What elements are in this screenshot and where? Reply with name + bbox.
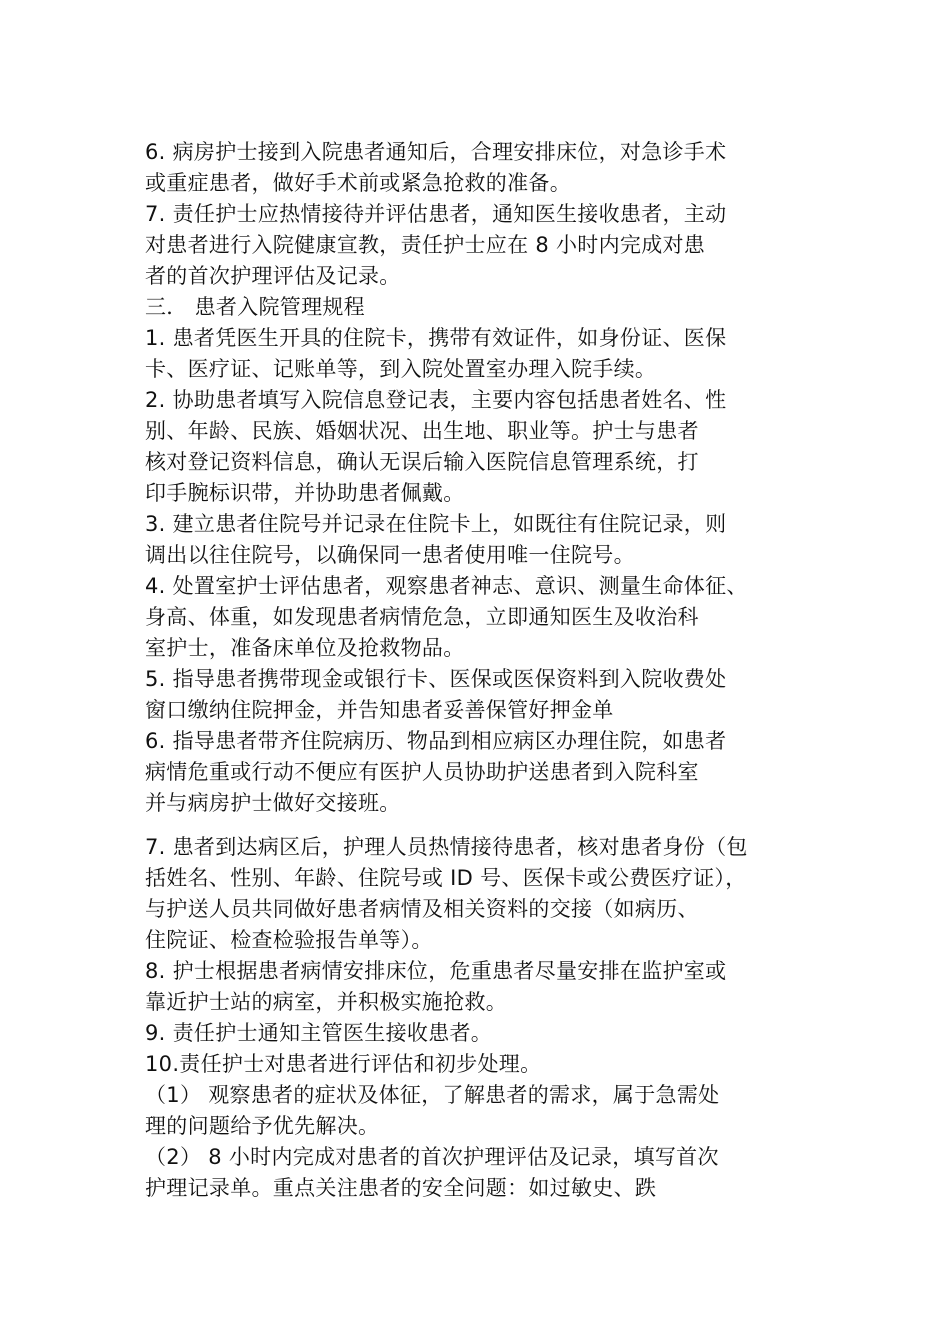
text-line: 调出以往住院号，以确保同一患者使用唯一住院号。 [145, 543, 635, 567]
text-line: 3. 建立患者住院号并记录在住院卡上，如既往有住院记录，则 [145, 512, 727, 536]
text-line: 卡、医疗证、记账单等，到入院处置室办理入院手续。 [145, 357, 657, 381]
text-line: 2. 协助患者填写入院信息登记表，主要内容包括患者姓名、性 [145, 388, 727, 412]
text-line: 病情危重或行动不便应有医护人员协助护送患者到入院科室 [145, 760, 699, 784]
text-line: 4. 处置室护士评估患者，观察患者神志、意识、测量生命体征、 [145, 574, 748, 598]
text-line: 身高、体重，如发现患者病情危急，立即通知医生及收治科 [145, 605, 699, 629]
paragraph-gap [145, 819, 795, 832]
text-line: 印手腕标识带，并协助患者佩戴。 [145, 481, 465, 505]
text-line: 室护士，准备床单位及抢救物品。 [145, 636, 465, 660]
text-line: 括姓名、性别、年龄、住院号或 ID 号、医保卡或公费医疗证）， [145, 866, 747, 890]
text-line: 9. 责任护士通知主管医生接收患者。 [145, 1021, 493, 1045]
text-line: 别、年龄、民族、婚姻状况、出生地、职业等。护士与患者 [145, 419, 699, 443]
text-line: 核对登记资料信息，确认无误后输入医院信息管理系统，打 [145, 450, 699, 474]
text-line: 并与病房护士做好交接班。 [145, 791, 401, 815]
text-line: 1. 患者凭医生开具的住院卡，携带有效证件，如身份证、医保 [145, 326, 727, 350]
text-line: 者的首次护理评估及记录。 [145, 264, 401, 288]
text-line: （1） 观察患者的症状及体征，了解患者的需求，属于急需处 [145, 1083, 720, 1107]
text-line: 10.责任护士对患者进行评估和初步处理。 [145, 1052, 542, 1076]
text-line: 靠近护士站的病室，并积极实施抢救。 [145, 990, 508, 1014]
text-line: 5. 指导患者携带现金或银行卡、医保或医保资料到入院收费处 [145, 667, 727, 691]
text-line: 护理记录单。重点关注患者的安全问题：如过敏史、跌 [145, 1176, 657, 1200]
text-line: 或重症患者，做好手术前或紧急抢救的准备。 [145, 171, 571, 195]
text-line: 6. 指导患者带齐住院病历、物品到相应病区办理住院，如患者 [145, 729, 727, 753]
document-body [145, 137, 795, 1204]
text-line: 与护送人员共同做好患者病情及相关资料的交接（如病历、 [145, 897, 699, 921]
text-line: （2） 8 小时内完成对患者的首次护理评估及记录，填写首次 [145, 1145, 719, 1169]
text-line: 6. 病房护士接到入院患者通知后，合理安排床位，对急诊手术 [145, 140, 727, 164]
text-line: 对患者进行入院健康宣教，责任护士应在 8 小时内完成对患 [145, 233, 706, 257]
text-line: 8. 护士根据患者病情安排床位，危重患者尽量安排在监护室或 [145, 959, 727, 983]
text-line: 7. 责任护士应热情接待并评估患者，通知医生接收患者，主动 [145, 202, 727, 226]
text-line: 住院证、检查检验报告单等）。 [145, 928, 433, 952]
text-line: 窗口缴纳住院押金，并告知患者妥善保管好押金单 [145, 698, 614, 722]
section-heading: 三． 患者入院管理规程 [145, 295, 365, 319]
text-line: 理的问题给予优先解决。 [145, 1114, 380, 1138]
text-line: 7. 患者到达病区后，护理人员热情接待患者，核对患者身份（包 [145, 835, 748, 859]
